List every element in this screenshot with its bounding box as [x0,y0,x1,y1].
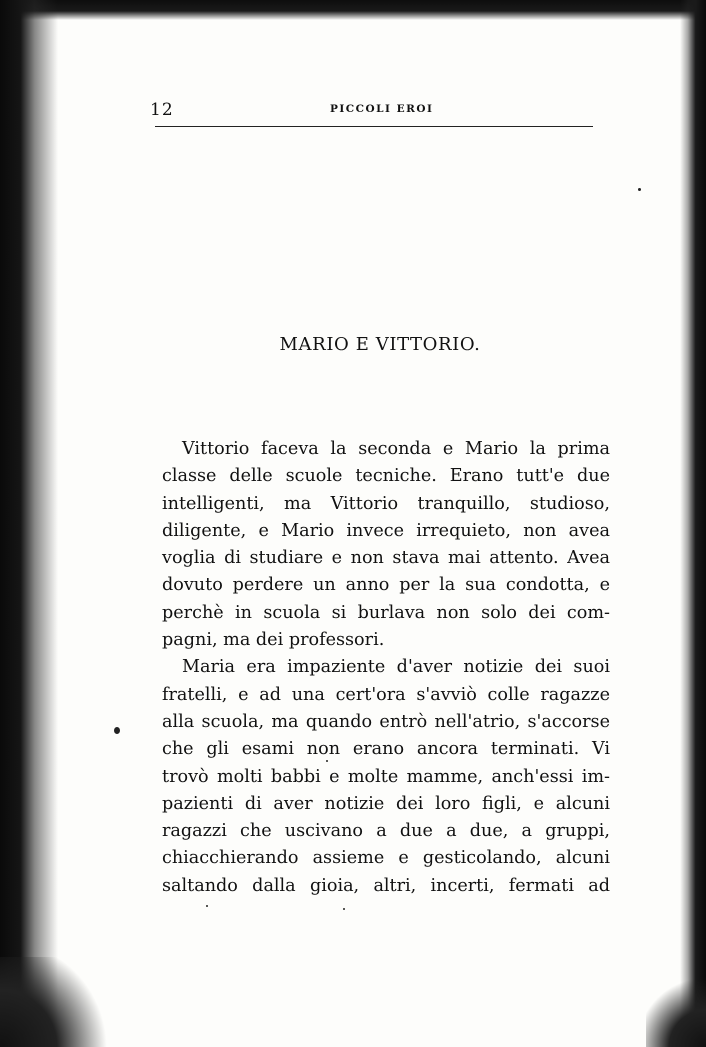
ink-speck [114,727,120,734]
scan-edge-bottom-right [646,977,706,1047]
body-text [162,436,610,900]
text-line: ragazzi che uscivano a due a due, a gruppi, [162,821,610,842]
text-line: fratelli, e ad una cert'ora s'avviò colle ragazze [162,684,610,705]
scan-edge-right [680,0,706,1047]
text-line: alla scuola, ma quando entrò nell'atrio, s'accorse [162,711,610,732]
running-title: PICCOLI EROI [330,103,434,115]
text-line: trovò molti babbi e molte mamme, anch'essi im- [162,766,610,787]
running-head [150,100,600,124]
text-line: diligente, e Mario invece irrequieto, non avea [162,520,610,541]
scan-edge-left [0,0,58,1047]
text-line: classe delle scuole tecniche. Erano tutt'e due [162,466,610,487]
ink-speck [343,908,345,910]
text-line: dovuto perdere un anno per la sua condotta, e [162,575,610,596]
text-line: voglia di studiare e non stava mai attento. Avea [162,548,610,569]
chapter-title: MARIO E VITTORIO. [279,334,481,355]
header-rule [155,126,593,127]
text-line: pagni, ma dei professori. [162,630,385,651]
scan-edge-top [0,0,706,20]
text-line: pazienti di aver notizie dei loro figli, e alcuni [162,793,610,814]
text-line: chiacchierando assieme e gesticolando, alcuni [162,848,610,869]
text-line: che gli esami non erano ancora terminati. Vi [162,739,610,760]
page-number: 12 [150,100,174,120]
ink-speck [638,188,641,191]
scan-edge-bottom-left [0,957,110,1047]
text-line: saltando dalla gioia, altri, incerti, fermati ad [162,875,610,896]
text-line: perchè in scuola si burlava non solo dei com- [162,602,610,623]
text-line: Vittorio faceva la seconda e Mario la prima [182,439,610,459]
text-line: intelligenti, ma Vittorio tranquillo, studioso, [162,493,610,514]
ink-speck [206,905,208,907]
text-line: Maria era impaziente d'aver notizie dei suoi [182,657,610,678]
